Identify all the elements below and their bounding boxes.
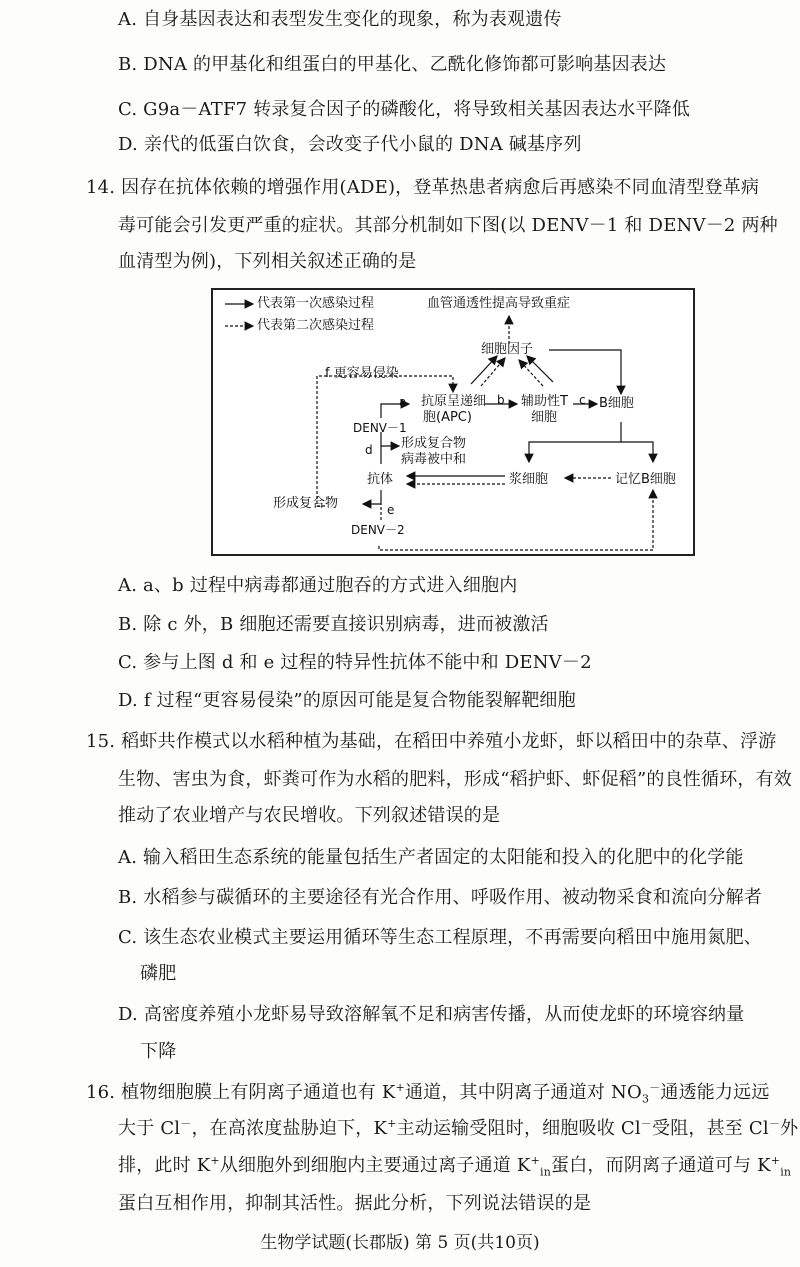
denv2-to-memory-dashed (379, 490, 653, 550)
q15-option-c-line2: 磷肥 (140, 963, 177, 984)
page-footer: 生物学试题(长郡版) 第 5 页(共10页) (260, 1233, 540, 1253)
q16-stem-line2: 大于 Cl－，在高浓度盐胁迫下，K+主动运输受阻时，细胞吸收 Cl－受阻，甚至 Cl－外 (118, 1117, 799, 1139)
q15-option-a: A. 输入稻田生态系统的能量包括生产者固定的太阳能和投入的化肥中的化学能 (118, 847, 744, 868)
ade-mechanism-diagram (211, 288, 695, 556)
arrow-d-label: d (365, 443, 373, 457)
cytokine-to-bcell-arrow (549, 350, 621, 394)
arrow-a-label: a (399, 395, 407, 409)
q13-option-c: C. G9a－ATF7 转录复合因子的磷酸化，将导致相关基因表达水平降低 (118, 99, 691, 120)
helper-t-label-line2: 细胞 (531, 410, 558, 425)
complex-label: 形成复合物 (273, 496, 339, 511)
complex-neutral-line2: 病毒被中和 (401, 452, 467, 467)
memory-b-cell-label: 记忆B细胞 (615, 472, 676, 487)
q14-option-c: C. 参与上图 d 和 e 过程的特异性抗体不能中和 DENV－2 (118, 652, 592, 673)
denv2-label: DENV－2 (351, 523, 405, 537)
helper-to-cytokine-dashed (519, 360, 543, 386)
antibody-to-complex-arrow (363, 490, 381, 504)
q16-stem-line1: 16. 植物细胞膜上有阴离子通道也有 K+通道，其中阴离子通道对 $NO_3^-$通透能力远远 (86, 1081, 770, 1106)
complex-neutral-line1: 形成复合物 (401, 436, 467, 451)
q14-option-a: A. a、b 过程中病毒都通过胞吞的方式进入细胞内 (118, 575, 518, 596)
plasma-cell-label: 浆细胞 (509, 472, 549, 487)
arrow-e-label: e (387, 503, 395, 517)
q15-option-b: B. 水稻参与碳循环的主要途径有光合作用、呼吸作用、被动物采食和流向分解者 (118, 887, 763, 908)
q15-stem-line2: 生物、害虫为食，虾粪可作为水稻的肥料，形成“稻护虾、虾促稻”的良性循环，有效 (118, 769, 793, 790)
bcell-to-memory-line (621, 442, 653, 462)
q14-stem-line3: 血清型为例)，下列相关叙述正确的是 (118, 251, 417, 272)
denv1-label: DENV－1 (353, 421, 407, 435)
f-label: f 更容易侵染 (325, 366, 399, 381)
q15-option-d-line2: 下降 (140, 1041, 177, 1062)
q14-option-b: B. 除 c 外，B 细胞还需要直接识别病毒，进而被激活 (118, 614, 549, 635)
arrow-b-label: b (497, 393, 505, 407)
q14-stem-line1: 14. 因存在抗体依赖的增强作用(ADE)，登革热患者病愈后再感染不同血清型登革病 (86, 177, 760, 198)
q15-stem-line3: 推动了农业增产与农民增收。下列叙述错误的是 (118, 805, 501, 826)
q13-option-a: A. 自身基因表达和表型发生变化的现象，称为表观遗传 (118, 9, 562, 30)
q14-option-d: D. f 过程“更容易侵染”的原因可能是复合物能裂解靶细胞 (118, 690, 576, 711)
apc-to-cytokine-dashed (481, 358, 505, 386)
apc-to-cytokine-arrow (471, 356, 497, 384)
q16-stem-line4: 蛋白互相作用，抑制其活性。据此分析，下列说法错误的是 (118, 1193, 592, 1214)
q15-stem-line1: 15. 稻虾共作模式以水稻种植为基础，在稻田中养殖小龙虾，虾以稻田中的杂草、浮游 (86, 731, 777, 752)
arrow-c-label: c (579, 393, 586, 407)
b-cell-label: B细胞 (599, 396, 634, 411)
bcell-split-line (529, 422, 621, 462)
helper-to-cytokine-arrow (527, 356, 553, 382)
q13-option-b: B. DNA 的甲基化和组蛋白的甲基化、乙酰化修饰都可影响基因表达 (118, 54, 667, 75)
q16-stem-line3: 排，此时 K+从细胞外到细胞内主要通过离子通道 $K^+_{in}$蛋白，而阴离子通道可与 $K^+_{in}$ (118, 1154, 792, 1179)
q15-option-c-line1: C. 该生态农业模式主要运用循环等生态工程原理，不再需要向稻田中施用氮肥、 (118, 927, 762, 948)
q15-option-d-line1: D. 高密度养殖小龙虾易导致溶解氧不足和病害传播，从而使龙虾的环境容纳量 (118, 1004, 745, 1025)
antibody-label: 抗体 (367, 472, 394, 487)
helper-t-label-line1: 辅助性T (521, 394, 568, 409)
cytokine-label: 细胞因子 (481, 342, 534, 357)
q14-stem-line2: 毒可能会引发更严重的症状。其部分机制如下图(以 DENV－1 和 DENV－2 两种 (118, 215, 778, 236)
q13-option-d: D. 亲代的低蛋白饮食，会改变子代小鼠的 DNA 碱基序列 (118, 134, 582, 155)
legend-solid-label: 代表第一次感染过程 (257, 296, 375, 311)
vascular-permeability-label: 血管通透性提高导致重症 (427, 296, 571, 311)
apc-label-line2: 胞(APC) (423, 410, 472, 425)
legend-dashed-label: 代表第二次感染过程 (257, 318, 375, 333)
apc-label-line1: 抗原呈递细 (421, 394, 487, 409)
